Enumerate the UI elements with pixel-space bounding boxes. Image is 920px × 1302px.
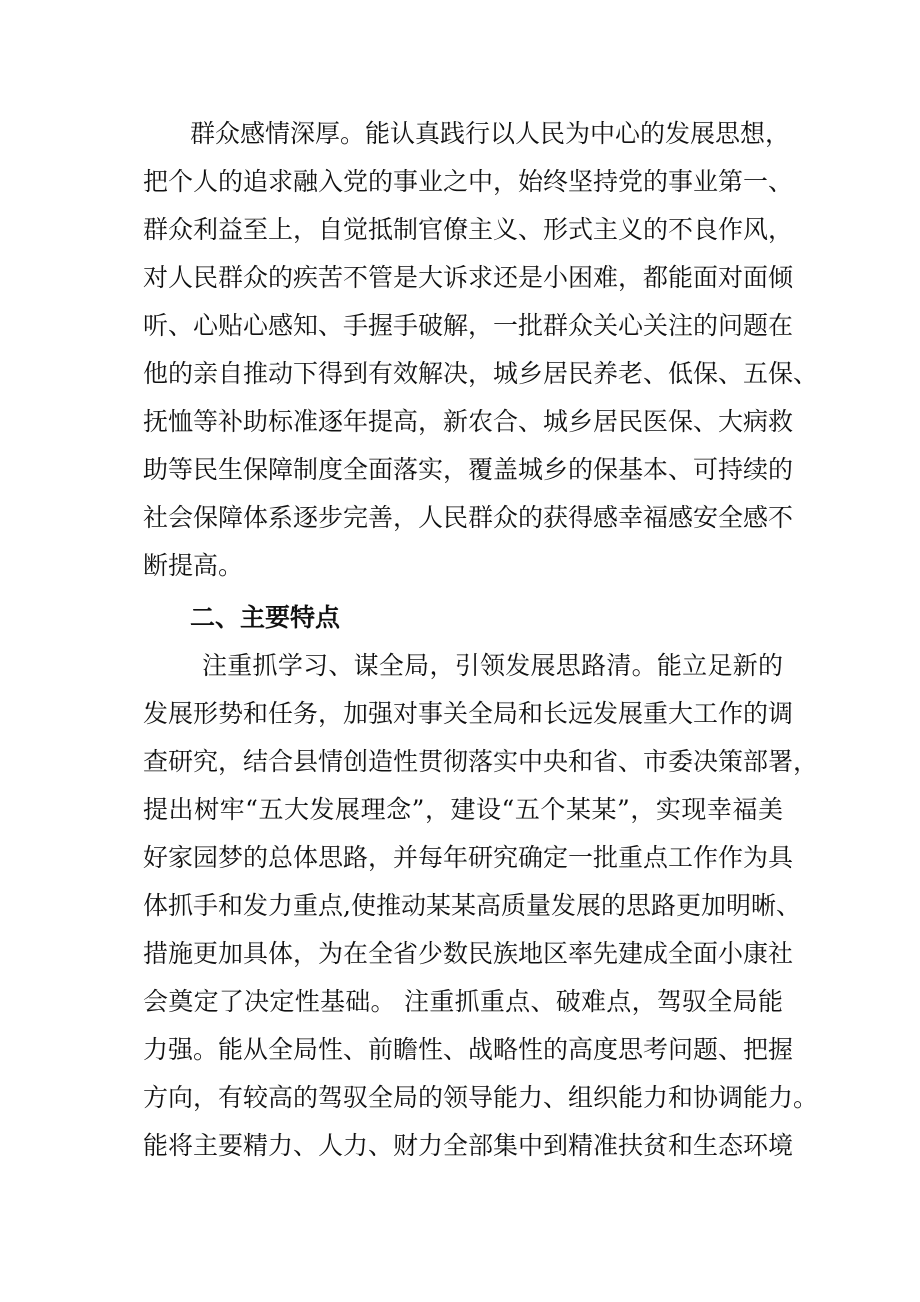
paragraph-2-line-3: 查研究，结合县情创造性贯彻落实中央和省、市委决策部署， <box>143 747 819 776</box>
paragraph-2-line-5: 好家园梦的总体思路，并每年研究确定一批重点工作作为具 <box>143 843 794 872</box>
paragraph-1-line-1: 群众感情深厚。能认真践行以人民为中心的发展思想， <box>190 119 791 148</box>
paragraph-1-line-5: 听、心贴心感知、手握手破解，一批群众关心关注的问题在 <box>143 311 794 340</box>
section-heading: 二、主要特点 <box>190 603 341 632</box>
paragraph-2-line-8: 会奠定了决定性基础。 注重抓重点、破难点，驾驭全局能 <box>143 987 783 1016</box>
paragraph-1-line-3: 群众利益至上，自觉抵制官僚主义、形式主义的不良作风， <box>143 215 794 244</box>
paragraph-2-line-6: 体抓手和发力重点,使推动某某高质量发展的思路更加明晰、 <box>143 891 801 920</box>
paragraph-2-line-11: 能将主要精力、人力、财力全部集中到精准扶贫和生态环境 <box>143 1131 794 1160</box>
paragraph-1-line-7: 抚恤等补助标准逐年提高，新农合、城乡居民医保、大病救 <box>143 407 794 436</box>
paragraph-1-line-9: 社会保障体系逐步完善，人民群众的获得感幸福感安全感不 <box>143 503 794 532</box>
paragraph-1-line-8: 助等民生保障制度全面落实，覆盖城乡的保基本、可持续的 <box>143 455 794 484</box>
paragraph-2-line-4: 提出树牢“五大发展理念”，建设“五个某某”，实现幸福美 <box>143 795 783 824</box>
paragraph-1-line-10: 断提高。 <box>143 551 244 580</box>
paragraph-2-line-7: 措施更加具体，为在全省少数民族地区率先建成全面小康社 <box>143 939 794 968</box>
paragraph-1-line-2: 把个人的追求融入党的事业之中，始终坚持党的事业第一、 <box>143 167 794 196</box>
paragraph-2-line-1: 注重抓学习、谋全局，引领发展思路清。能立足新的 <box>202 651 783 680</box>
paragraph-2-line-2: 发展形势和任务，加强对事关全局和长远发展重大工作的调 <box>143 699 794 728</box>
paragraph-2-line-9: 力强。能从全局性、前瞻性、战略性的高度思考问题、把握 <box>143 1035 794 1064</box>
paragraph-1-line-6: 他的亲自推动下得到有效解决，城乡居民养老、低保、五保、 <box>143 359 819 388</box>
paragraph-2-line-10: 方向，有较高的驾驭全局的领导能力、组织能力和协调能力。 <box>143 1083 819 1112</box>
paragraph-1-line-4: 对人民群众的疾苦不管是大诉求还是小困难，都能面对面倾 <box>143 263 794 292</box>
